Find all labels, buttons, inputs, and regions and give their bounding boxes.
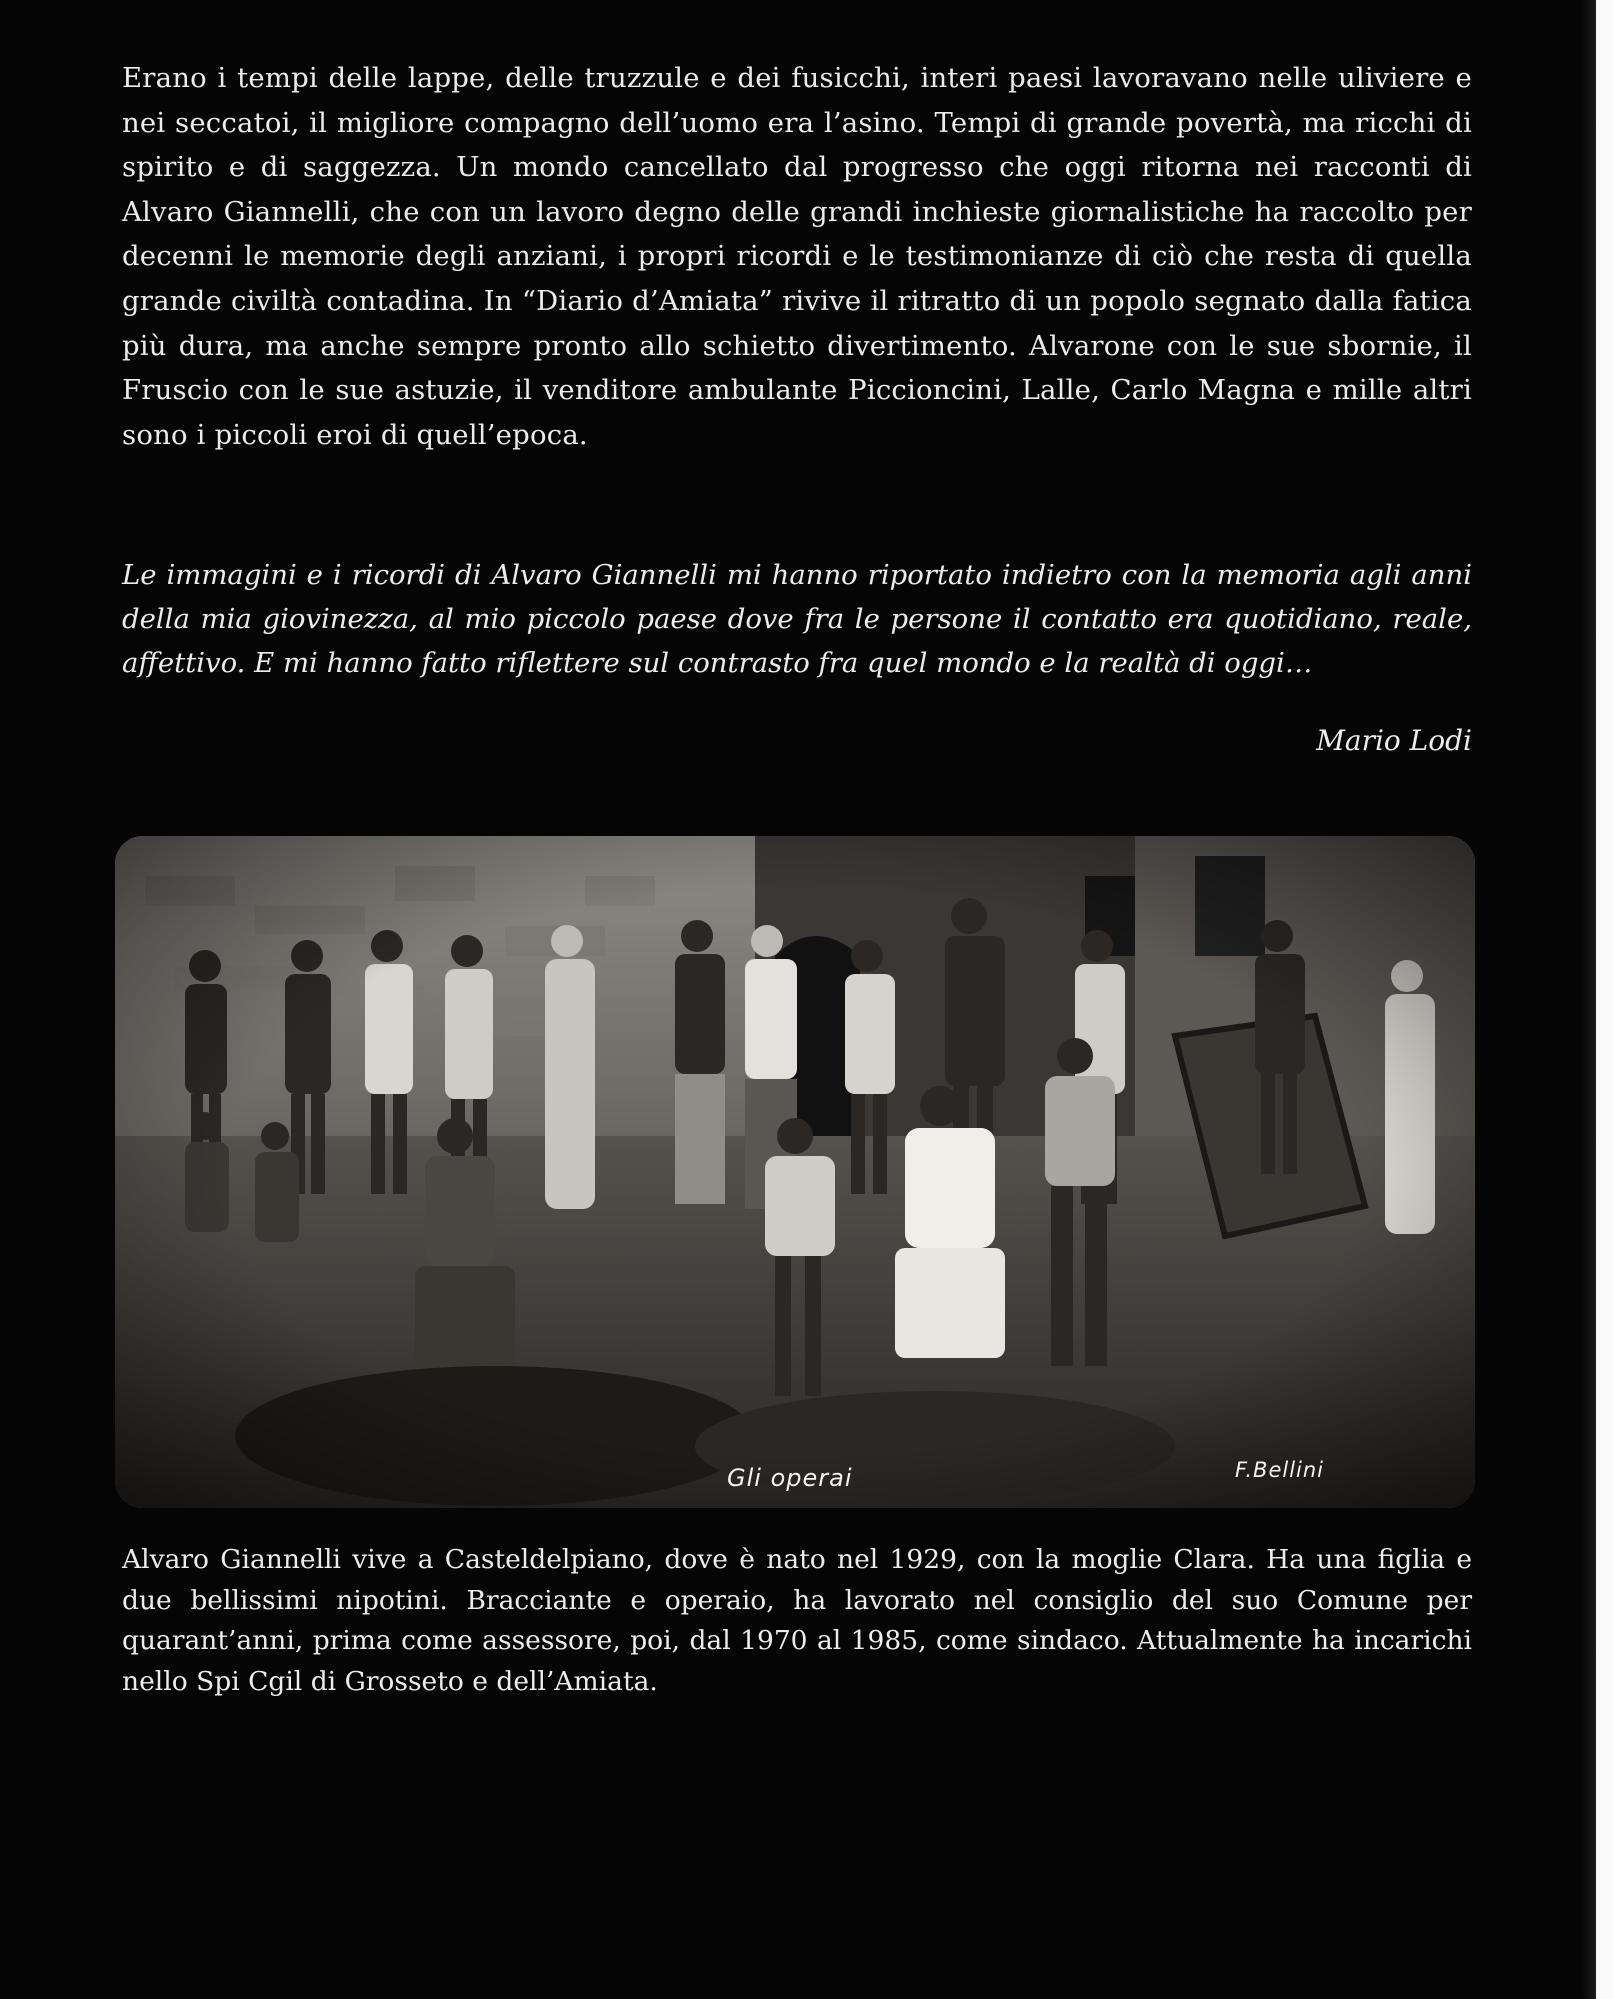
photo-credit: F.Bellini xyxy=(1235,1458,1325,1482)
page-edge xyxy=(1596,0,1613,1999)
blurb-paragraph: Erano i tempi delle lappe, delle truzzule e dei fusicchi, interi paesi lavoravano nelle uliviere e nei seccatoi, il migliore compagno dell’uomo era l’asino. Tempi di grande povertà, ma ricchi di spirito e di saggezza. Un mondo cancellato dal progresso che oggi ritorna nei racconti di Alvaro Giannelli, che con un lavoro degno delle grandi inchieste giornalistiche ha raccolto per decenni le memorie degli anziani, i propri ricordi e le testimonianze di ciò che resta di quella grande civiltà contadina. In “Diario d’Amiata” rivive il ritratto di un popolo segnato dalla fatica più dura, ma anche sempre pronto allo schietto divertimento. Alvarone con le sue sbornie, il Fruscio con le sue astuzie, il venditore ambulante Piccioncini, Lalle, Carlo Magna e mille altri sono i piccoli eroi di quell’epoca. xyxy=(122,62,1472,451)
author-bio: Alvaro Giannelli vive a Casteldelpiano, dove è nato nel 1929, con la moglie Clara. Ha una figlia e due bellissimi nipotini. Bracciante e operaio, ha lavorato nel consiglio del suo Comune per quarant’anni, prima come assessore, poi, dal 1970 al 1985, come sindaco. Attualmente ha incarichi nello Spi Cgil di Grosseto e dell’Amiata. xyxy=(122,1544,1472,1697)
vintage-group-photo xyxy=(115,836,1475,1508)
photo-caption: Gli operai xyxy=(727,1464,853,1492)
quote-author: Mario Lodi xyxy=(1316,724,1472,757)
quote-text: Le immagini e i ricordi di Alvaro Giannelli mi hanno riportato indietro con la memoria agli anni della mia giovinezza, al mio piccolo paese dove fra le persone il contatto era quotidiano, reale, affettivo. E mi hanno fatto riflettere sul contrasto fra quel mondo e la realtà di oggi… xyxy=(122,559,1472,679)
cover-edge-shadow xyxy=(1580,0,1596,1999)
